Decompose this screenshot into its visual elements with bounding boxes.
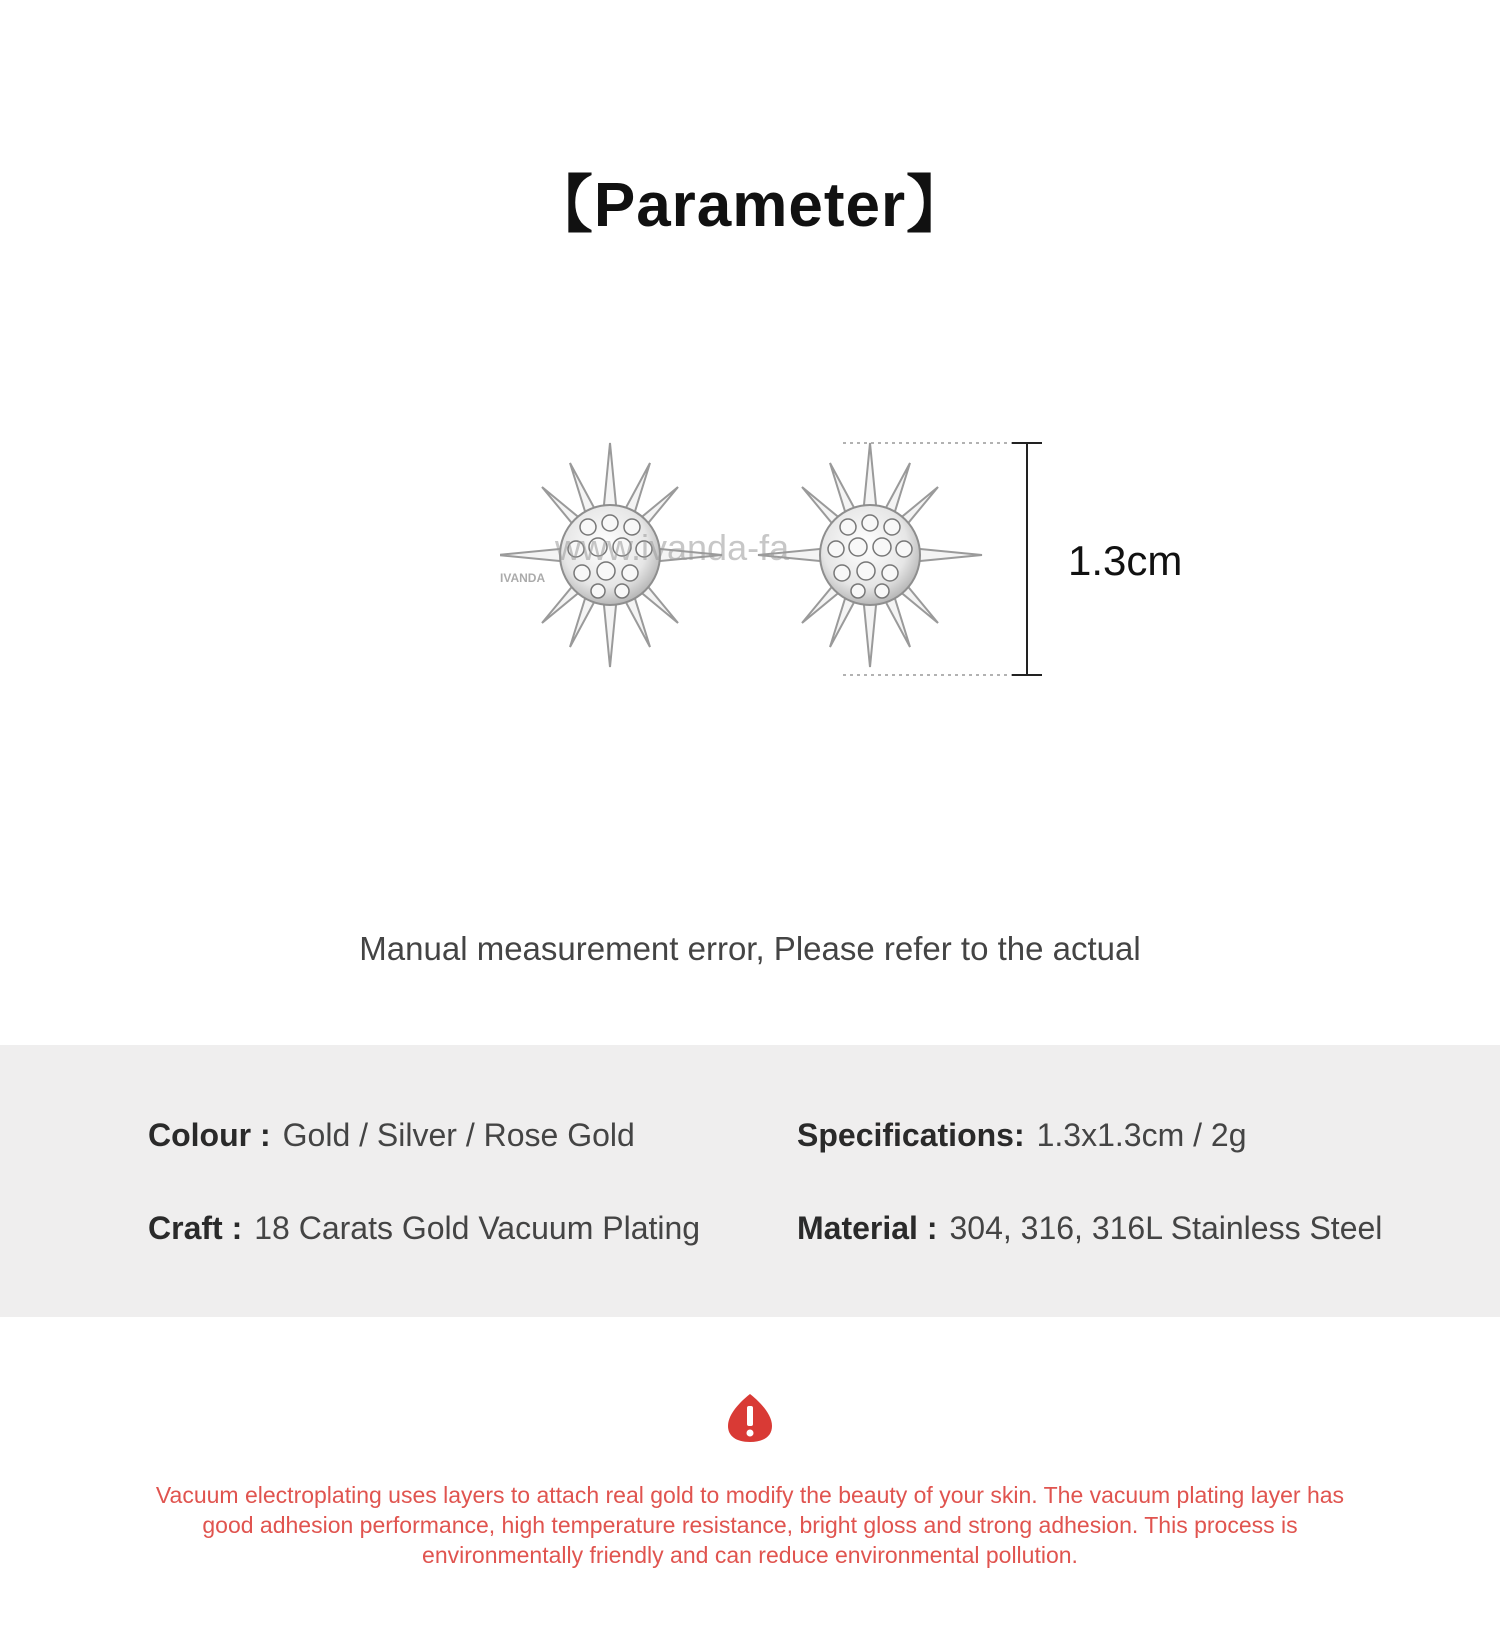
product-image [500,420,1220,730]
spec-specifications [797,1117,1247,1154]
earring-right [758,443,982,667]
warning-icon [726,1392,774,1444]
spec-craft-value: 18 Carats Gold Vacuum Plating [254,1210,701,1246]
measurement-note: Manual measurement error, Please refer to the actual [359,930,1141,967]
spec-specifications-value: 1.3x1.3cm / 2g [1036,1117,1247,1153]
plating-info-text: Vacuum electroplating uses layers to attach real gold to modify the beauty of your skin. The vacuum plating layer has good adhesion performance, high temperature resistance, bright gloss and strong adhesion. This process is environmentally friendly and can reduce environmental pollution. [155,1482,1345,1568]
dimension-label: 1.3cm [1068,537,1183,584]
watermark-text: www.ivanda-fa [555,527,790,568]
spec-material-value: 304, 316, 316L Stainless Steel [949,1210,1383,1246]
spec-specifications-label: Specifications: [797,1117,1025,1153]
spec-material [797,1210,1382,1247]
spec-colour-label: Colour : [148,1117,271,1153]
spec-craft [148,1210,700,1247]
spec-panel [0,1045,1500,1317]
spec-material-label: Material : [797,1210,938,1246]
page-title: 【Parameter】 [530,171,970,240]
spec-colour [148,1117,635,1154]
watermark-logo: IVANDA [500,571,546,585]
spec-craft-label: Craft : [148,1210,243,1246]
spec-colour-value: Gold / Silver / Rose Gold [282,1117,635,1153]
earrings-illustration [500,420,1220,730]
